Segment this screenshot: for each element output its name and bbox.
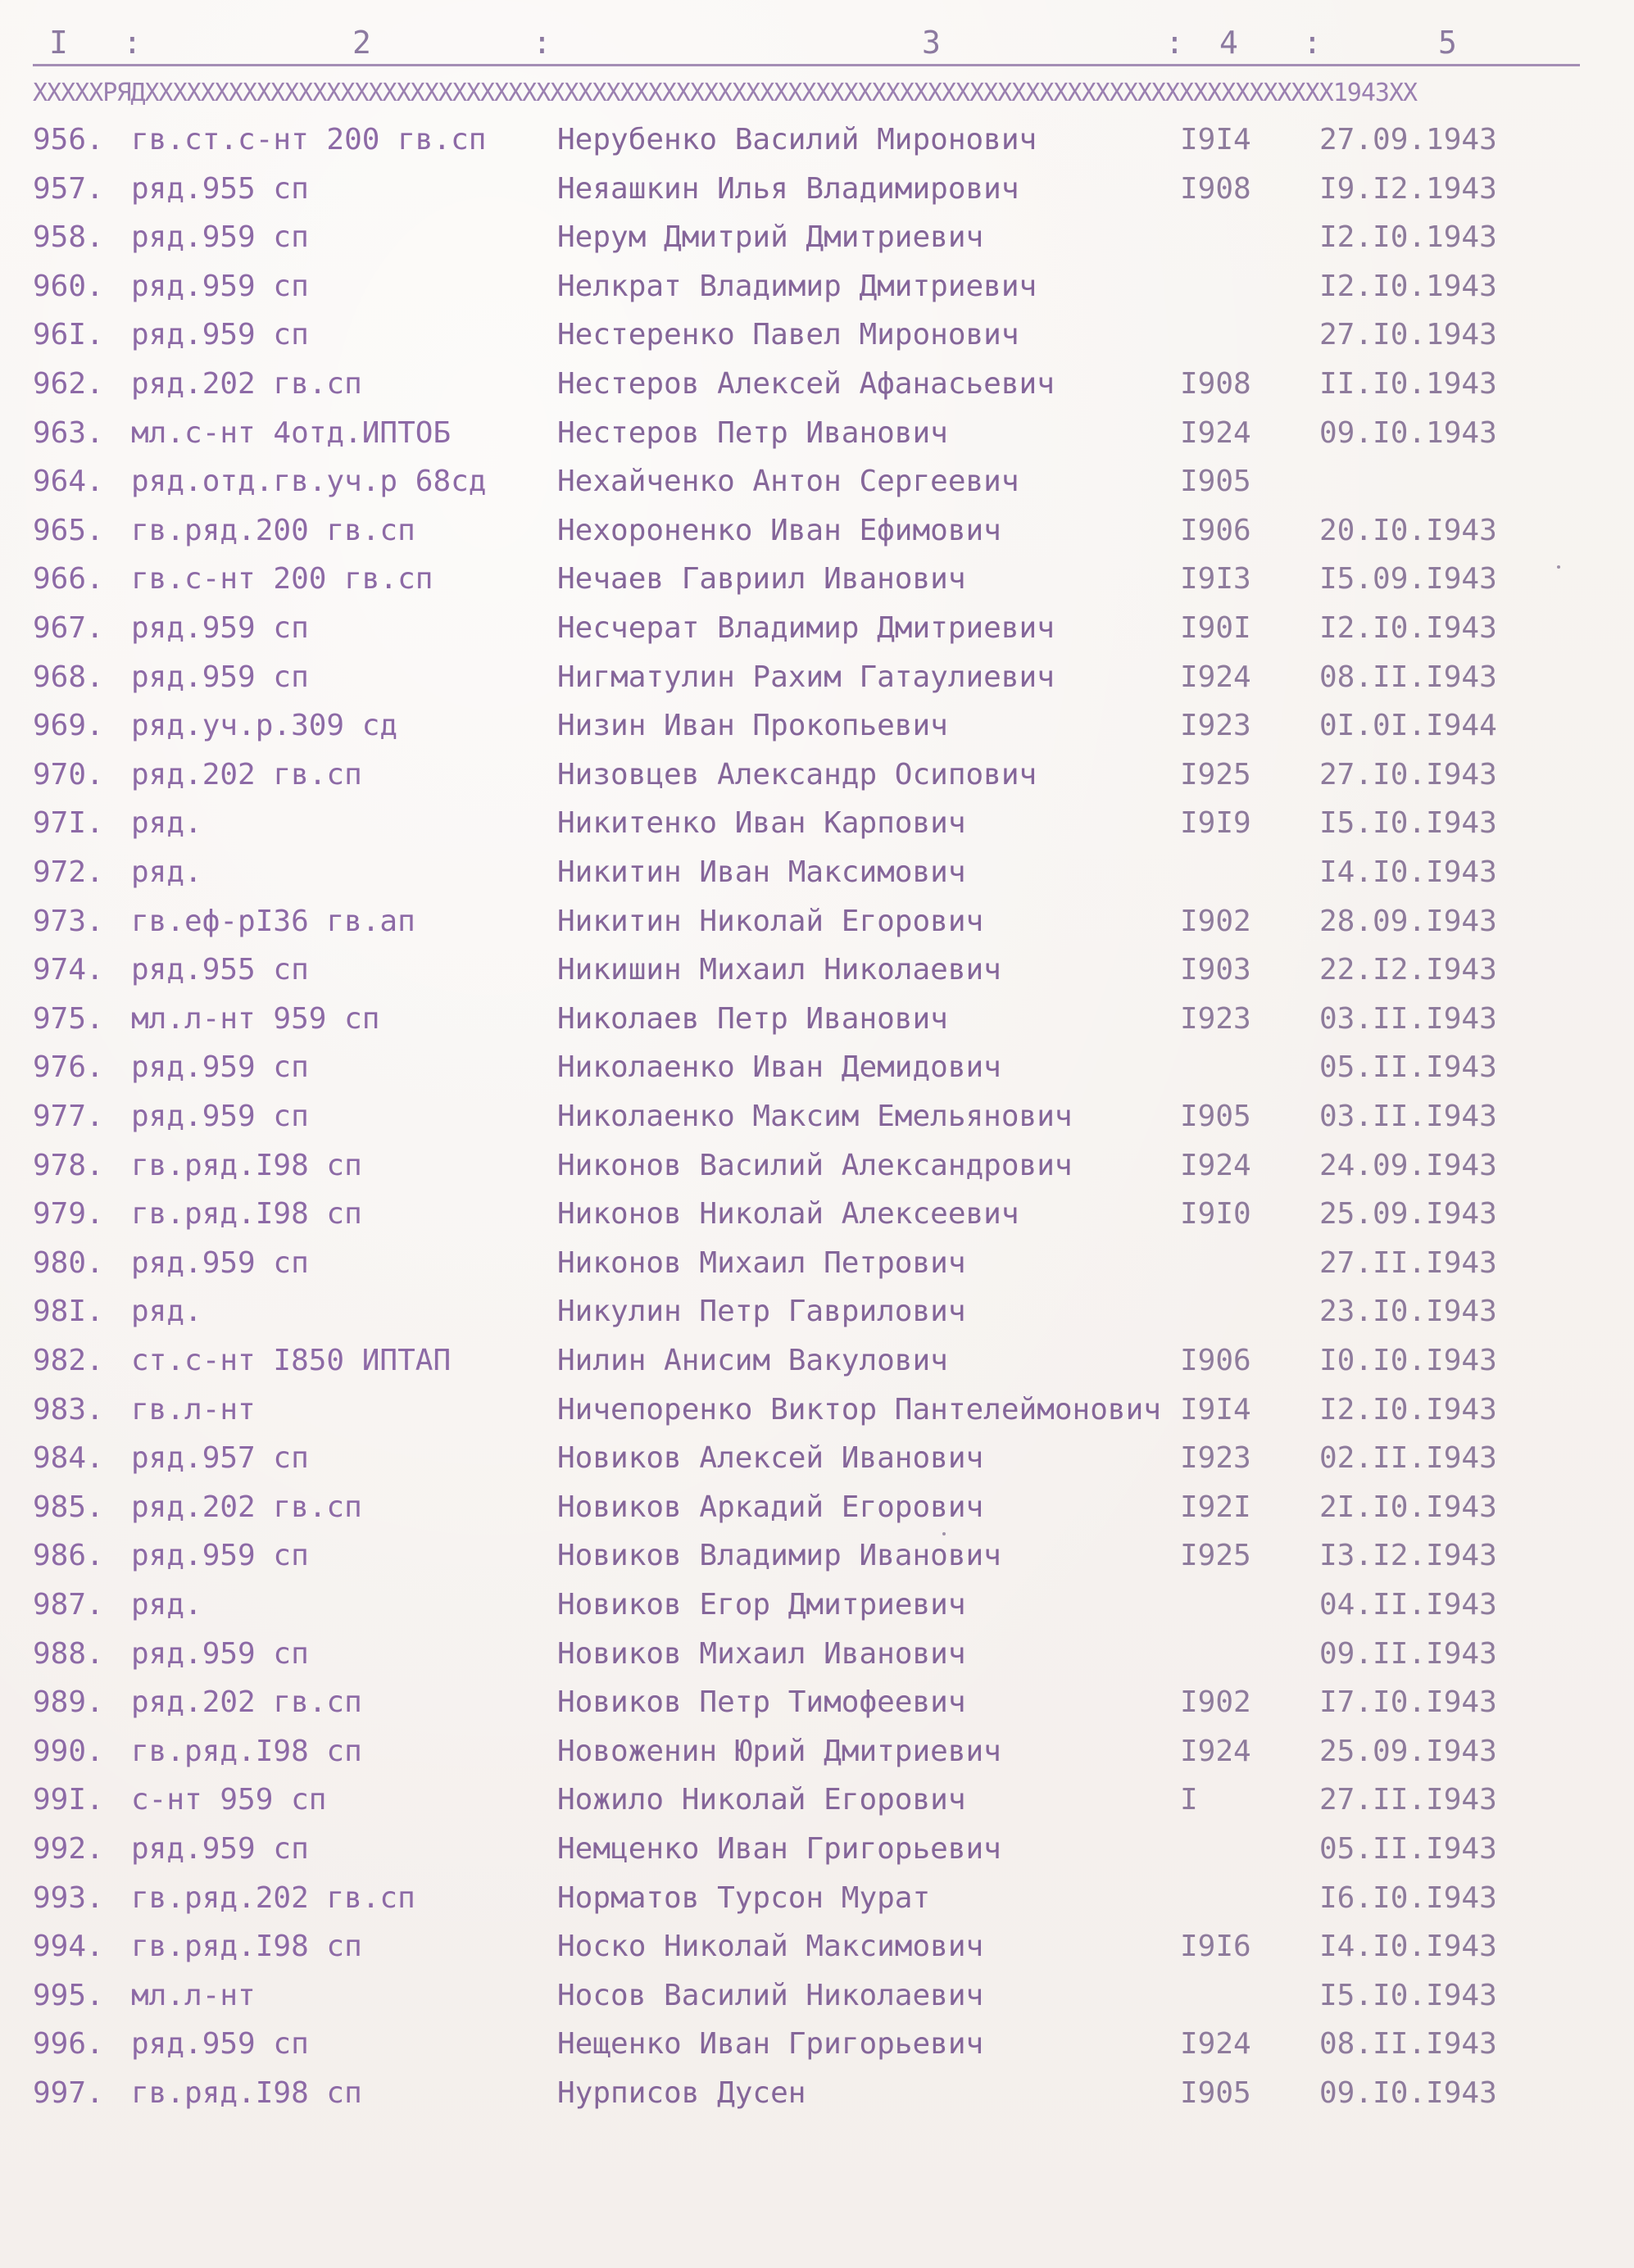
row-number: 982.	[33, 1344, 104, 1377]
table-row	[0, 1930, 1634, 1977]
table-row	[0, 2027, 1634, 2075]
row-number: 972.	[33, 855, 104, 889]
table-row	[0, 1002, 1634, 1050]
row-date: 27.I0.I943	[1319, 758, 1497, 792]
row-number: 976.	[33, 1050, 104, 1084]
row-date: 09.I0.1943	[1319, 416, 1497, 450]
row-number: 989.	[33, 1685, 104, 1719]
row-date: 2I.I0.I943	[1319, 1490, 1497, 1524]
row-date: I7.I0.I943	[1319, 1685, 1497, 1719]
row-birth-year: I925	[1180, 1539, 1251, 1572]
table-row	[0, 220, 1634, 268]
row-number: 956.	[33, 123, 104, 156]
row-unit-rank: ряд.959 сп	[131, 1637, 309, 1671]
row-unit-rank: ряд.959 сп	[131, 660, 309, 694]
table-row	[0, 367, 1634, 415]
table-row	[0, 806, 1634, 854]
row-number: 957.	[33, 172, 104, 206]
row-date: I4.I0.I943	[1319, 855, 1497, 889]
row-full-name: Нерум Дмитрий Дмитриевич	[557, 220, 984, 254]
row-birth-year: I902	[1180, 905, 1251, 938]
row-date: 27.09.1943	[1319, 123, 1497, 156]
table-row	[0, 2076, 1634, 2124]
table-row	[0, 1050, 1634, 1098]
row-full-name: Никишин Михаил Николаевич	[557, 953, 1001, 987]
table-row	[0, 1344, 1634, 1391]
row-date: I2.I0.I943	[1319, 1393, 1497, 1427]
table-row	[0, 855, 1634, 903]
row-unit-rank: ряд.202 гв.сп	[131, 1490, 362, 1524]
table-row	[0, 905, 1634, 952]
row-full-name: Новиков Алексей Иванович	[557, 1441, 984, 1475]
column-1-header: I	[49, 25, 68, 61]
table-row	[0, 953, 1634, 1000]
row-birth-year: I90I	[1180, 611, 1251, 645]
row-unit-rank: ряд.отд.гв.уч.р 68сд	[131, 465, 487, 498]
table-row	[0, 1979, 1634, 2026]
table-row	[0, 1685, 1634, 1733]
row-unit-rank: гв.еф-рI36 гв.ап	[131, 905, 415, 938]
row-full-name: Несчерат Владимир Дмитриевич	[557, 611, 1055, 645]
row-number: 987.	[33, 1588, 104, 1622]
row-full-name: Никитин Иван Максимович	[557, 855, 966, 889]
row-unit-rank: ряд.959 сп	[131, 220, 309, 254]
column-4-header: 4	[1219, 25, 1238, 61]
table-row	[0, 1539, 1634, 1586]
row-date: I9.I2.1943	[1319, 172, 1497, 206]
row-unit-rank: ряд.959 сп	[131, 1539, 309, 1572]
row-date: I2.I0.I943	[1319, 611, 1497, 645]
row-full-name: Николаенко Иван Демидович	[557, 1050, 1001, 1084]
table-row	[0, 1881, 1634, 1929]
row-birth-year: I924	[1180, 1149, 1251, 1182]
row-full-name: Низин Иван Прокопьевич	[557, 709, 948, 742]
row-unit-rank: ряд.959 сп	[131, 611, 309, 645]
table-row	[0, 611, 1634, 659]
row-unit-rank: гв.л-нт	[131, 1393, 256, 1427]
row-number: 983.	[33, 1393, 104, 1427]
table-row	[0, 1441, 1634, 1489]
row-full-name: Никулин Петр Гаврилович	[557, 1295, 966, 1328]
row-full-name: Нестеров Петр Иванович	[557, 416, 948, 450]
row-birth-year: I925	[1180, 758, 1251, 792]
row-full-name: Новиков Петр Тимофеевич	[557, 1685, 966, 1719]
table-row	[0, 1637, 1634, 1685]
row-birth-year: I	[1180, 1783, 1198, 1817]
row-number: 988.	[33, 1637, 104, 1671]
row-number: 96I.	[33, 318, 104, 352]
row-date: 25.09.I943	[1319, 1735, 1497, 1768]
row-full-name: Николаев Петр Иванович	[557, 1002, 948, 1036]
row-unit-rank: ряд.959 сп	[131, 2027, 309, 2061]
row-date: I0.I0.I943	[1319, 1344, 1497, 1377]
row-birth-year: I924	[1180, 416, 1251, 450]
row-number: 977.	[33, 1100, 104, 1133]
row-date: I3.I2.I943	[1319, 1539, 1497, 1572]
row-number: 99I.	[33, 1783, 104, 1817]
row-birth-year: I9I6	[1180, 1930, 1251, 1963]
table-row	[0, 562, 1634, 610]
row-full-name: Никонов Василий Александрович	[557, 1149, 1073, 1182]
row-birth-year: I924	[1180, 2027, 1251, 2061]
table-row	[0, 1490, 1634, 1538]
row-unit-rank: гв.ряд.I98 сп	[131, 2076, 362, 2110]
header-rule	[33, 64, 1580, 66]
row-full-name: Нилин Анисим Вакулович	[557, 1344, 948, 1377]
row-unit-rank: мл.л-нт 959 сп	[131, 1002, 380, 1036]
row-number: 979.	[33, 1197, 104, 1231]
row-unit-rank: мл.л-нт	[131, 1979, 256, 2012]
row-number: 970.	[33, 758, 104, 792]
row-unit-rank: ряд.	[131, 806, 202, 840]
row-full-name: Низовцев Александр Осипович	[557, 758, 1037, 792]
row-number: 966.	[33, 562, 104, 596]
row-full-name: Нигматулин Рахим Гатаулиевич	[557, 660, 1055, 694]
row-unit-rank: ряд.959 сп	[131, 318, 309, 352]
row-date: 27.II.I943	[1319, 1783, 1497, 1817]
row-full-name: Новиков Аркадий Егорович	[557, 1490, 984, 1524]
row-date: 08.II.I943	[1319, 2027, 1497, 2061]
row-unit-rank: ряд.	[131, 1295, 202, 1328]
table-row	[0, 1735, 1634, 1782]
row-unit-rank: ряд.959 сп	[131, 270, 309, 303]
row-birth-year: I903	[1180, 953, 1251, 987]
row-birth-year: I923	[1180, 1002, 1251, 1036]
row-date: I5.I0.I943	[1319, 806, 1497, 840]
row-birth-year: I924	[1180, 1735, 1251, 1768]
row-number: 967.	[33, 611, 104, 645]
table-row	[0, 318, 1634, 365]
row-number: 993.	[33, 1881, 104, 1915]
row-unit-rank: ряд.959 сп	[131, 1832, 309, 1866]
row-number: 984.	[33, 1441, 104, 1475]
row-date: 09.I0.I943	[1319, 2076, 1497, 2110]
row-unit-rank: ряд.957 сп	[131, 1441, 309, 1475]
row-unit-rank: гв.ряд.I98 сп	[131, 1735, 362, 1768]
table-row	[0, 1246, 1634, 1294]
row-date: 03.II.I943	[1319, 1100, 1497, 1133]
row-date: II.I0.1943	[1319, 367, 1497, 401]
row-full-name: Ничепоренко Виктор Пантелеймонович	[557, 1393, 1161, 1427]
row-full-name: Никонов Михаил Петрович	[557, 1246, 966, 1280]
row-unit-rank: ряд.959 сп	[131, 1100, 309, 1133]
row-date: 05.II.I943	[1319, 1832, 1497, 1866]
row-birth-year: I905	[1180, 2076, 1251, 2110]
column-separator: :	[1165, 25, 1184, 61]
row-date: 20.I0.I943	[1319, 514, 1497, 547]
row-date: 0I.0I.I944	[1319, 709, 1497, 742]
row-birth-year: I9I0	[1180, 1197, 1251, 1231]
row-full-name: Нехайченко Антон Сергеевич	[557, 465, 1019, 498]
row-full-name: Нелкрат Владимир Дмитриевич	[557, 270, 1037, 303]
struck-out-line: ХХХХХРЯДХХХХХХХХХХХХХХХХХХХХХХХХХХХХХХХХХХХХХХХХХХХХХХХХХХХХХХХХХХХХХХХХХХХХХХХХХХХХХХХХХХХХХ1943ХХ	[33, 79, 1418, 107]
row-birth-year: I9I4	[1180, 123, 1251, 156]
row-unit-rank: гв.ряд.I98 сп	[131, 1930, 362, 1963]
row-number: 997.	[33, 2076, 104, 2110]
row-number: 990.	[33, 1735, 104, 1768]
column-3-header: 3	[922, 25, 941, 61]
row-full-name: Ножило Николай Егорович	[557, 1783, 966, 1817]
column-separator: :	[533, 25, 551, 61]
row-number: 986.	[33, 1539, 104, 1572]
row-date: 27.II.I943	[1319, 1246, 1497, 1280]
row-number: 985.	[33, 1490, 104, 1524]
table-row	[0, 465, 1634, 512]
row-unit-rank: гв.ряд.202 гв.сп	[131, 1881, 415, 1915]
table-row	[0, 270, 1634, 317]
row-date: 04.II.I943	[1319, 1588, 1497, 1622]
row-full-name: Нерубенко Василий Миронович	[557, 123, 1037, 156]
column-separator: :	[123, 25, 142, 61]
row-number: 963.	[33, 416, 104, 450]
row-number: 98I.	[33, 1295, 104, 1328]
row-unit-rank: ряд.202 гв.сп	[131, 1685, 362, 1719]
row-unit-rank: ряд.959 сп	[131, 1050, 309, 1084]
row-full-name: Нурписов Дусен	[557, 2076, 806, 2110]
row-number: 978.	[33, 1149, 104, 1182]
table-row	[0, 514, 1634, 561]
row-unit-rank: ряд.202 гв.сп	[131, 758, 362, 792]
row-full-name: Нехороненко Иван Ефимович	[557, 514, 1001, 547]
column-2-header: 2	[352, 25, 371, 61]
row-full-name: Немценко Иван Григорьевич	[557, 1832, 1001, 1866]
row-unit-rank: гв.ряд.I98 сп	[131, 1197, 362, 1231]
row-date: 23.I0.I943	[1319, 1295, 1497, 1328]
row-number: 960.	[33, 270, 104, 303]
row-number: 969.	[33, 709, 104, 742]
paper-speck	[1557, 565, 1560, 569]
row-full-name: Новиков Егор Дмитриевич	[557, 1588, 966, 1622]
row-birth-year: I905	[1180, 465, 1251, 498]
row-birth-year: I923	[1180, 1441, 1251, 1475]
row-number: 996.	[33, 2027, 104, 2061]
row-full-name: Нечаев Гавриил Иванович	[557, 562, 966, 596]
row-full-name: Николаенко Максим Емельянович	[557, 1100, 1073, 1133]
row-full-name: Никитин Николай Егорович	[557, 905, 984, 938]
row-unit-rank: ряд.	[131, 855, 202, 889]
row-birth-year: I9I3	[1180, 562, 1251, 596]
table-row	[0, 1783, 1634, 1830]
row-full-name: Нестеренко Павел Миронович	[557, 318, 1019, 352]
table-row	[0, 1588, 1634, 1635]
row-unit-rank: ряд.202 гв.сп	[131, 367, 362, 401]
row-full-name: Новиков Владимир Иванович	[557, 1539, 1001, 1572]
row-birth-year: I9I9	[1180, 806, 1251, 840]
row-birth-year: I906	[1180, 514, 1251, 547]
table-row	[0, 1197, 1634, 1245]
row-date: I5.09.I943	[1319, 562, 1497, 596]
row-date: 03.II.I943	[1319, 1002, 1497, 1036]
row-unit-rank: гв.ряд.200 гв.сп	[131, 514, 415, 547]
paper-speck	[942, 1532, 946, 1535]
table-row	[0, 758, 1634, 805]
row-full-name: Никонов Николай Алексеевич	[557, 1197, 1019, 1231]
row-birth-year: I9I4	[1180, 1393, 1251, 1427]
row-birth-year: I924	[1180, 660, 1251, 694]
table-row	[0, 709, 1634, 756]
row-number: 980.	[33, 1246, 104, 1280]
row-full-name: Никитенко Иван Карпович	[557, 806, 966, 840]
row-date: 27.I0.1943	[1319, 318, 1497, 352]
row-birth-year: I92I	[1180, 1490, 1251, 1524]
table-row	[0, 1832, 1634, 1880]
column-5-header: 5	[1438, 25, 1457, 61]
row-unit-rank: мл.с-нт 4отд.ИПТОБ	[131, 416, 452, 450]
table-row	[0, 123, 1634, 170]
table-row	[0, 1100, 1634, 1147]
row-number: 992.	[33, 1832, 104, 1866]
row-full-name: Нещенко Иван Григорьевич	[557, 2027, 984, 2061]
row-unit-rank: ст.с-нт I850 ИПТАП	[131, 1344, 452, 1377]
table-row	[0, 1149, 1634, 1196]
table-row	[0, 416, 1634, 464]
row-unit-rank: ряд.955 сп	[131, 953, 309, 987]
row-number: 958.	[33, 220, 104, 254]
row-birth-year: I902	[1180, 1685, 1251, 1719]
row-number: 962.	[33, 367, 104, 401]
row-number: 994.	[33, 1930, 104, 1963]
table-row	[0, 172, 1634, 220]
row-date: 02.II.I943	[1319, 1441, 1497, 1475]
row-unit-rank: ряд.959 сп	[131, 1246, 309, 1280]
row-date: I2.I0.1943	[1319, 220, 1497, 254]
row-date: 05.II.I943	[1319, 1050, 1497, 1084]
row-number: 965.	[33, 514, 104, 547]
row-full-name: Норматов Турсон Мурат	[557, 1881, 931, 1915]
row-number: 974.	[33, 953, 104, 987]
row-date: 28.09.I943	[1319, 905, 1497, 938]
row-full-name: Новиков Михаил Иванович	[557, 1637, 966, 1671]
column-separator: :	[1303, 25, 1322, 61]
row-birth-year: I908	[1180, 172, 1251, 206]
row-birth-year: I908	[1180, 367, 1251, 401]
table-row	[0, 1393, 1634, 1440]
row-full-name: Нестеров Алексей Афанасьевич	[557, 367, 1055, 401]
row-date: I2.I0.1943	[1319, 270, 1497, 303]
row-number: 968.	[33, 660, 104, 694]
row-number: 973.	[33, 905, 104, 938]
row-date: 22.I2.I943	[1319, 953, 1497, 987]
row-date: 24.09.I943	[1319, 1149, 1497, 1182]
row-unit-rank: гв.ст.с-нт 200 гв.сп	[131, 123, 487, 156]
row-full-name: Новоженин Юрий Дмитриевич	[557, 1735, 1001, 1768]
table-row	[0, 1295, 1634, 1342]
row-date: 25.09.I943	[1319, 1197, 1497, 1231]
row-unit-rank: гв.с-нт 200 гв.сп	[131, 562, 433, 596]
row-unit-rank: ряд.уч.р.309 сд	[131, 709, 398, 742]
row-number: 964.	[33, 465, 104, 498]
row-birth-year: I905	[1180, 1100, 1251, 1133]
row-birth-year: I906	[1180, 1344, 1251, 1377]
row-unit-rank: гв.ряд.I98 сп	[131, 1149, 362, 1182]
row-date: 08.II.I943	[1319, 660, 1497, 694]
row-date: I6.I0.I943	[1319, 1881, 1497, 1915]
row-unit-rank: ряд.	[131, 1588, 202, 1622]
row-unit-rank: ряд.955 сп	[131, 172, 309, 206]
row-full-name: Носов Василий Николаевич	[557, 1979, 984, 2012]
row-number: 995.	[33, 1979, 104, 2012]
row-number: 97I.	[33, 806, 104, 840]
row-unit-rank: с-нт 959 сп	[131, 1783, 327, 1817]
row-birth-year: I923	[1180, 709, 1251, 742]
row-number: 975.	[33, 1002, 104, 1036]
row-full-name: Неяашкин Илья Владимирович	[557, 172, 1019, 206]
row-date: I5.I0.I943	[1319, 1979, 1497, 2012]
table-row	[0, 660, 1634, 708]
row-full-name: Носко Николай Максимович	[557, 1930, 984, 1963]
row-date: I4.I0.I943	[1319, 1930, 1497, 1963]
row-date: 09.II.I943	[1319, 1637, 1497, 1671]
